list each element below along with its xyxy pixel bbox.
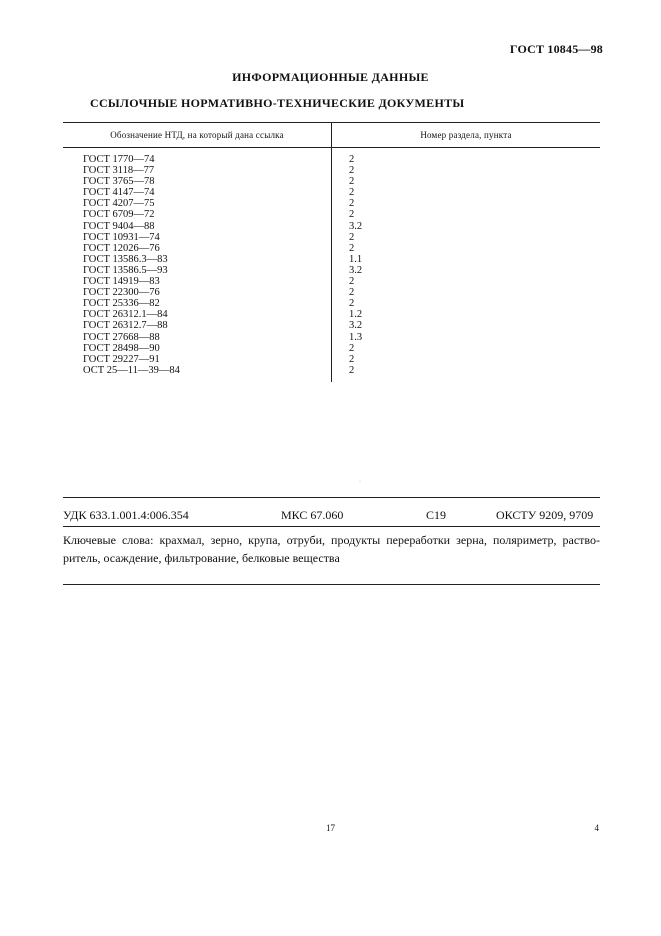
table-row-document: ГОСТ 13586.5—93 xyxy=(83,264,168,276)
table-row-section: 2 xyxy=(349,242,355,254)
classification-mid-rule xyxy=(63,526,600,527)
table-row-document: ГОСТ 26312.1—84 xyxy=(83,309,168,321)
table-row-document: ГОСТ 12026—76 xyxy=(83,242,160,254)
category-code: С19 xyxy=(426,508,447,522)
table-row-document: ГОСТ 26312.7—88 xyxy=(83,320,168,332)
table-header-right: Номер раздела, пункта xyxy=(420,130,512,140)
table-row-section: 2 xyxy=(349,353,355,365)
table-row-document: ГОСТ 3765—78 xyxy=(83,176,155,188)
table-row-section: 2 xyxy=(349,165,355,177)
table-row-section: 1.1 xyxy=(349,253,363,265)
table-row-section: 3.2 xyxy=(349,220,363,232)
table-row-section: 1.3 xyxy=(349,331,363,343)
table-row-section: 2 xyxy=(349,298,355,310)
classification-top-rule xyxy=(63,497,600,498)
faint-dot: · xyxy=(359,479,361,485)
page-number: 17 xyxy=(326,823,335,833)
table-row-document: ГОСТ 4207—75 xyxy=(83,198,155,210)
okstu-code: ОКСТУ 9209, 9709 xyxy=(496,508,594,522)
table-row-section: 2 xyxy=(349,209,355,221)
table-row-section: 2 xyxy=(349,342,355,354)
section-title-references: ССЫЛОЧНЫЕ НОРМАТИВНО-ТЕХНИЧЕСКИЕ ДОКУМЕНТЫ xyxy=(90,96,465,110)
table-row-section: 2 xyxy=(349,154,355,165)
table-row-document: ГОСТ 10931—74 xyxy=(83,231,160,243)
table-row-document: ГОСТ 6709—72 xyxy=(83,209,155,221)
table-row-document: ГОСТ 28498—90 xyxy=(83,342,160,354)
table-row-section: 1.2 xyxy=(349,309,363,321)
table-row-document: ОСТ 25—11—39—84 xyxy=(83,364,180,376)
table-row-section: 3.2 xyxy=(349,264,363,276)
standard-code: ГОСТ 10845—98 xyxy=(509,42,603,56)
table-row-section: 2 xyxy=(349,187,355,199)
table-row-document: ГОСТ 3118—77 xyxy=(83,165,155,177)
sheet-number: 4 xyxy=(594,823,599,833)
table-header-left: Обозначение НТД, на который дана ссылка xyxy=(110,130,284,140)
mks-code: МКС 67.060 xyxy=(281,508,344,522)
table-row-document: ГОСТ 14919—83 xyxy=(83,276,160,288)
table-row-section: 2 xyxy=(349,364,355,376)
section-title-info: ИНФОРМАЦИОННЫЕ ДАННЫЕ xyxy=(232,70,429,84)
section-numbers-column xyxy=(349,154,362,376)
table-row-document: ГОСТ 22300—76 xyxy=(83,287,160,299)
table-row-section: 2 xyxy=(349,287,355,299)
table-row-document: ГОСТ 29227—91 xyxy=(83,353,160,365)
table-row-section: 2 xyxy=(349,198,355,210)
table-row-document: ГОСТ 4147—74 xyxy=(83,187,155,199)
table-row-document: ГОСТ 13586.3—83 xyxy=(83,253,168,265)
table-row-document: ГОСТ 1770—74 xyxy=(83,154,155,165)
table-row-section: 2 xyxy=(349,231,355,243)
table-row-document: ГОСТ 25336—82 xyxy=(83,298,160,310)
keywords-bottom-rule xyxy=(63,584,600,585)
keywords-text: Ключевые слова: крахмал, зерно, крупа, отруби, продукты переработки зерна, поляриметр, раство-ритель, осаждение, фильтрование, белковые вещества xyxy=(63,533,600,565)
table-row-document: ГОСТ 9404—88 xyxy=(83,220,155,232)
referenced-documents-column xyxy=(83,154,180,376)
table-row-section: 2 xyxy=(349,276,355,288)
udk-code: УДК 633.1.001.4:006.354 xyxy=(63,508,189,522)
table-column-divider xyxy=(331,122,332,382)
table-row-section: 2 xyxy=(349,176,355,188)
table-row-section: 3.2 xyxy=(349,320,363,332)
table-row-document: ГОСТ 27668—88 xyxy=(83,331,160,343)
